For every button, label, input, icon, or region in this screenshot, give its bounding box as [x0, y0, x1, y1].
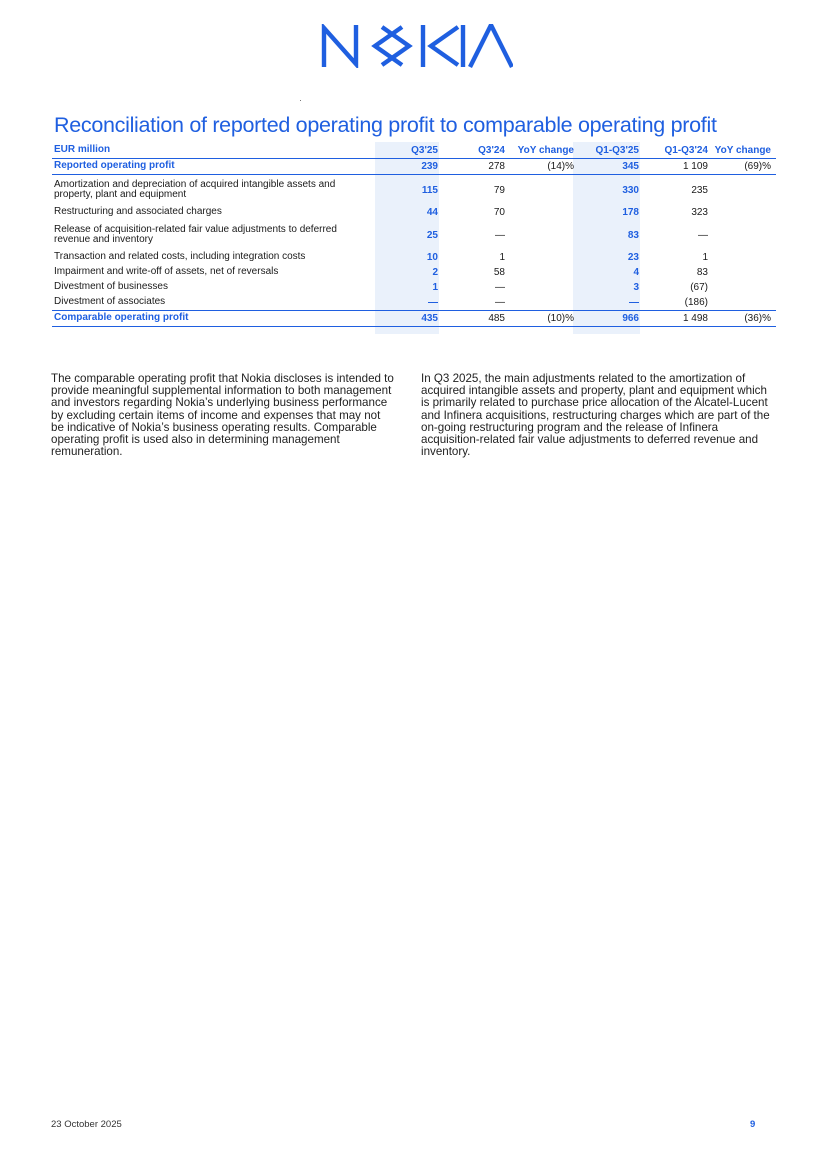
header-q3-25: Q3'25	[411, 144, 438, 156]
cell-q3-24: 1	[499, 252, 505, 263]
cell-yoy-quarter: (10)%	[547, 313, 574, 324]
reconciliation-table	[52, 142, 776, 327]
table-row	[52, 175, 776, 205]
cell-q1-q3-25: —	[629, 297, 639, 308]
cell-q1-q3-25: 23	[627, 252, 639, 263]
page-title: Reconciliation of reported operating profit to comparable operating profit	[54, 113, 717, 137]
cell-q3-24: 79	[493, 184, 505, 196]
table-row	[52, 220, 776, 250]
cell-q1-q3-25: 4	[633, 267, 639, 278]
table-row	[52, 205, 776, 220]
cell-q1-q3-24: 1	[702, 252, 708, 263]
table-row	[52, 280, 776, 295]
cell-q1-q3-25: 83	[627, 229, 639, 241]
cell-q3-25: 44	[426, 207, 438, 218]
cell-q3-24: 70	[493, 207, 505, 218]
row-label: Divestment of associates	[54, 296, 166, 308]
row-label: Reported operating profit	[54, 160, 175, 172]
cell-yoy-ytd: (69)%	[744, 161, 771, 172]
nokia-logo	[321, 24, 513, 68]
header-q1-q3-25: Q1-Q3'25	[595, 144, 639, 156]
paragraph-left: The comparable operating profit that Nokia discloses is intended to provide meaningful supplemental information to both management and investors regarding Nokia’s underlying business performance by excluding certain items of income and expenses that may not be indicative of Nokia’s business operating results. Comparable operating profit is used also in determining management remuneration.	[51, 372, 394, 459]
cell-q3-25: 2	[432, 267, 438, 278]
cell-q1-q3-25: 345	[622, 161, 639, 172]
cell-q3-25: 1	[432, 282, 438, 293]
cell-q3-24: 485	[488, 313, 505, 324]
cell-q3-25: 25	[426, 229, 438, 241]
row-label: Comparable operating profit	[54, 312, 189, 324]
paragraph-right: In Q3 2025, the main adjustments related to the amortization of acquired intangible assets and property, plant and equipment which is primarily related to purchase price allocation of the Alcatel-Lucent and Infinera acquisitions, restructuring charges which are part of the on-going restructuring program and the release of Infinera acquisition-related fair value adjustments to deferred revenue and inventory.	[421, 372, 770, 459]
table-row	[52, 265, 776, 280]
cell-q3-25: 239	[421, 161, 438, 172]
row-label: Restructuring and associated charges	[54, 206, 222, 218]
decorative-dot	[300, 100, 301, 101]
row-label: Impairment and write-off of assets, net of reversals	[54, 266, 279, 278]
cell-q3-25: 435	[421, 313, 438, 324]
cell-q3-24: 278	[488, 161, 505, 172]
footer-date: 23 October 2025	[51, 1119, 122, 1130]
cell-q1-q3-24: 1 109	[682, 161, 708, 172]
cell-q1-q3-24: (67)	[690, 282, 708, 293]
cell-q3-25: 115	[421, 184, 438, 196]
row-label: Release of acquisition-related fair value adjustments to deferred revenue and inventory	[54, 223, 337, 245]
header-yoy-ytd: YoY change	[714, 144, 771, 156]
cell-q3-24: —	[495, 229, 505, 241]
header-label: EUR million	[54, 143, 111, 155]
table-row-comparable-operating-profit	[52, 310, 776, 327]
cell-q3-24: —	[495, 297, 505, 308]
row-label: Amortization and depreciation of acquired intangible assets and property, plant and equipment	[54, 178, 336, 200]
cell-q1-q3-24: 1 498	[682, 313, 708, 324]
cell-q1-q3-25: 966	[622, 313, 639, 324]
cell-q1-q3-24: 83	[696, 267, 708, 278]
cell-q1-q3-25: 178	[622, 207, 639, 218]
row-label: Transaction and related costs, including integration costs	[54, 251, 306, 263]
cell-q3-25: 10	[426, 252, 438, 263]
cell-q1-q3-24: (186)	[684, 297, 708, 308]
table-header	[52, 142, 776, 159]
cell-q3-24: 58	[493, 267, 505, 278]
cell-q1-q3-24: 323	[691, 207, 708, 218]
cell-yoy-quarter: (14)%	[547, 161, 574, 172]
cell-q1-q3-24: —	[698, 229, 708, 241]
row-label: Divestment of businesses	[54, 281, 168, 293]
table-row	[52, 295, 776, 310]
header-yoy-quarter: YoY change	[517, 144, 574, 156]
table-row	[52, 250, 776, 265]
table-row-reported-operating-profit	[52, 159, 776, 175]
header-q1-q3-24: Q1-Q3'24	[664, 144, 708, 156]
page-number: 9	[750, 1119, 756, 1130]
cell-q3-25: —	[428, 297, 438, 308]
cell-q3-24: —	[495, 282, 505, 293]
cell-yoy-ytd: (36)%	[744, 313, 771, 324]
cell-q1-q3-25: 3	[633, 282, 639, 293]
cell-q1-q3-24: 235	[691, 184, 708, 196]
cell-q1-q3-25: 330	[622, 184, 639, 196]
header-q3-24: Q3'24	[478, 144, 505, 156]
